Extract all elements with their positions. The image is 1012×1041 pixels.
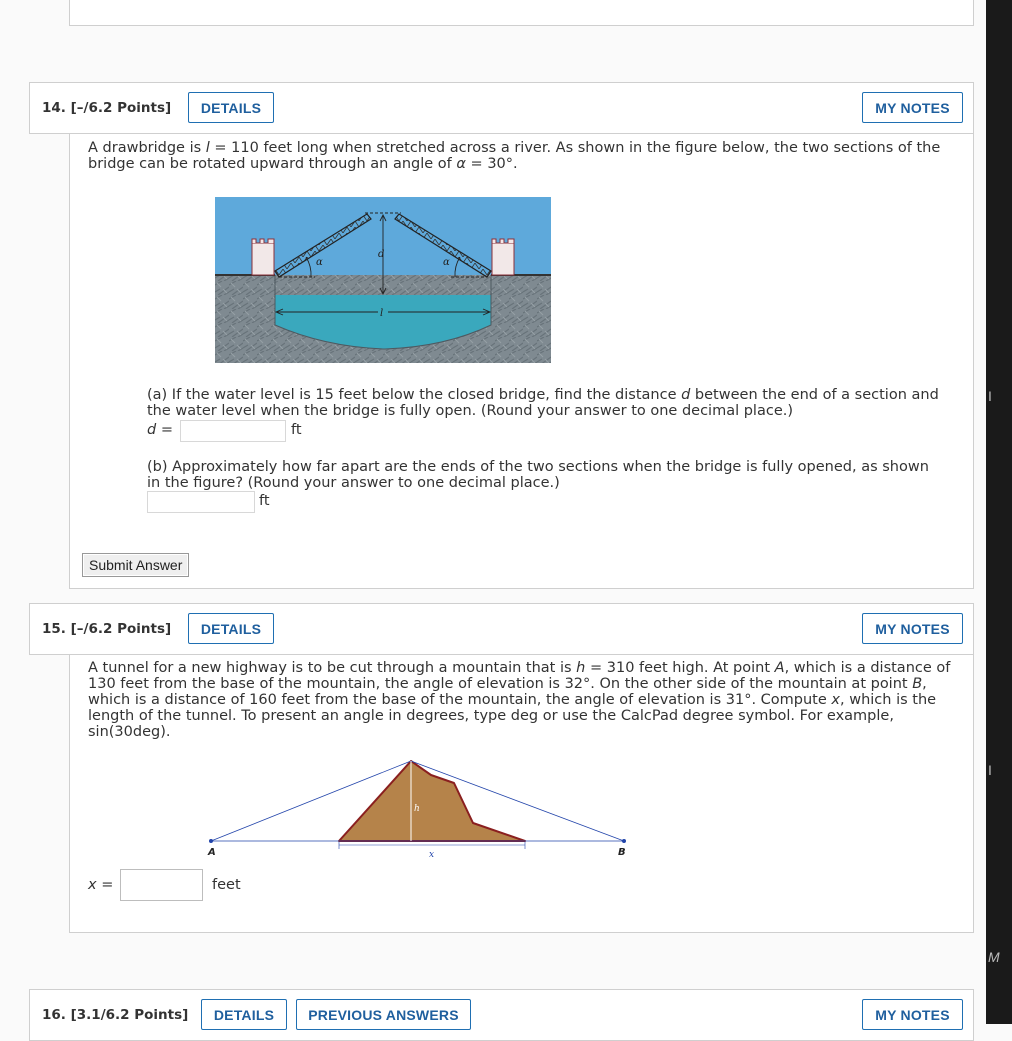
q14-var-l: l xyxy=(205,140,210,156)
q15-x-eq-label: x = xyxy=(88,877,114,893)
q14-intro-a: A drawbridge is xyxy=(88,140,206,156)
q14-intro xyxy=(88,140,958,172)
q14-part-a-1: (a) If the water level is 15 feet below the closed bridge, find the distance xyxy=(147,387,682,403)
point-B-label: B xyxy=(618,847,626,858)
drawbridge-figure xyxy=(215,197,551,363)
q16-previous-answers-button[interactable]: PREVIOUS ANSWERS xyxy=(296,999,471,1030)
q15-text-2: = 310 feet high. At point xyxy=(585,660,775,676)
q14-distance-input[interactable] xyxy=(147,491,255,513)
q14-header xyxy=(29,82,974,134)
q14-var-alpha: α xyxy=(456,156,466,172)
q14-intro-c: = 30°. xyxy=(465,156,518,172)
point-A-label: A xyxy=(208,847,216,858)
q15-text-3: , which is a distance of 130 feet from the base of the mountain, the angle of elevation is 32°. On the other side of the mountain at point xyxy=(88,660,951,692)
q14-details-button[interactable]: DETAILS xyxy=(188,92,274,123)
q15-x-unit: feet xyxy=(212,877,241,893)
q15-var-A: A xyxy=(774,660,785,676)
q14-footer xyxy=(69,544,974,589)
q15-text-5: , which is the length of the tunnel. To present an angle in degrees, type deg or use the CalcPad degree symbol. For example, sin(30deg). xyxy=(88,692,937,740)
tower-left xyxy=(252,239,274,275)
q15-text xyxy=(88,660,958,740)
q14-submit-button[interactable]: Submit Answer xyxy=(82,553,189,577)
q15-my-notes-button[interactable]: MY NOTES xyxy=(862,613,963,644)
d-label: d xyxy=(378,249,385,260)
q15-var-x: x xyxy=(831,692,840,708)
q14-body xyxy=(69,133,974,546)
q15-header xyxy=(29,603,974,655)
q15-details-button[interactable]: DETAILS xyxy=(188,613,274,644)
x-label: x xyxy=(429,850,435,860)
alpha-label-right: α xyxy=(443,257,450,268)
q15-text-4: , which is a distance of 160 feet from the base of the mountain, the angle of elevation is 31°. Compute xyxy=(88,676,927,708)
q14-part-a-2: between the end of a section and the water level when the bridge is fully open. (Round your answer to one decimal place.) xyxy=(147,387,939,419)
q14-d-unit: ft xyxy=(291,422,302,438)
q14-distance-unit: ft xyxy=(259,493,270,509)
q15-x-input[interactable] xyxy=(120,869,203,901)
q14-intro-b: = 110 feet long when stretched across a river. As shown in the figure below, the two sections of the bridge can be rotated upward through an angle of xyxy=(88,140,941,172)
q16-my-notes-button[interactable]: MY NOTES xyxy=(862,999,963,1030)
q14-my-notes-button[interactable]: MY NOTES xyxy=(862,92,963,123)
q14-d-input[interactable] xyxy=(180,420,286,442)
q16-points: 16. [3.1/6.2 Points] xyxy=(42,1007,189,1023)
tunnel-figure xyxy=(201,755,641,865)
previous-question-body xyxy=(69,0,974,26)
q15-text-1: A tunnel for a new highway is to be cut through a mountain that is xyxy=(88,660,577,676)
edge-mark-3: M xyxy=(988,949,1000,965)
q15-var-B: B xyxy=(912,676,923,692)
tower-right xyxy=(492,239,514,275)
l-label: l xyxy=(380,308,384,319)
q15-body xyxy=(69,654,974,933)
q14-part-b: (b) Approximately how far apart are the ends of the two sections when the bridge is fully opened, as shown in the figure? (Round your answer to one decimal place.) xyxy=(147,459,929,491)
edge-mark-2: I xyxy=(988,762,992,778)
h-label: h xyxy=(414,804,420,814)
adjacent-window-edge xyxy=(986,0,1012,1024)
q15-var-h: h xyxy=(576,660,586,676)
q14-part-a-var: d xyxy=(681,387,691,403)
q16-details-button[interactable]: DETAILS xyxy=(201,999,287,1030)
mountain-shape xyxy=(339,761,525,841)
q14-d-eq-label: d = xyxy=(147,422,173,438)
edge-mark-1: I xyxy=(988,388,992,404)
q14-points: 14. [–/6.2 Points] xyxy=(42,100,172,116)
alpha-label-left: α xyxy=(316,257,323,268)
q16-header xyxy=(29,989,974,1041)
q14-part-a xyxy=(147,387,947,419)
q15-points: 15. [–/6.2 Points] xyxy=(42,621,172,637)
